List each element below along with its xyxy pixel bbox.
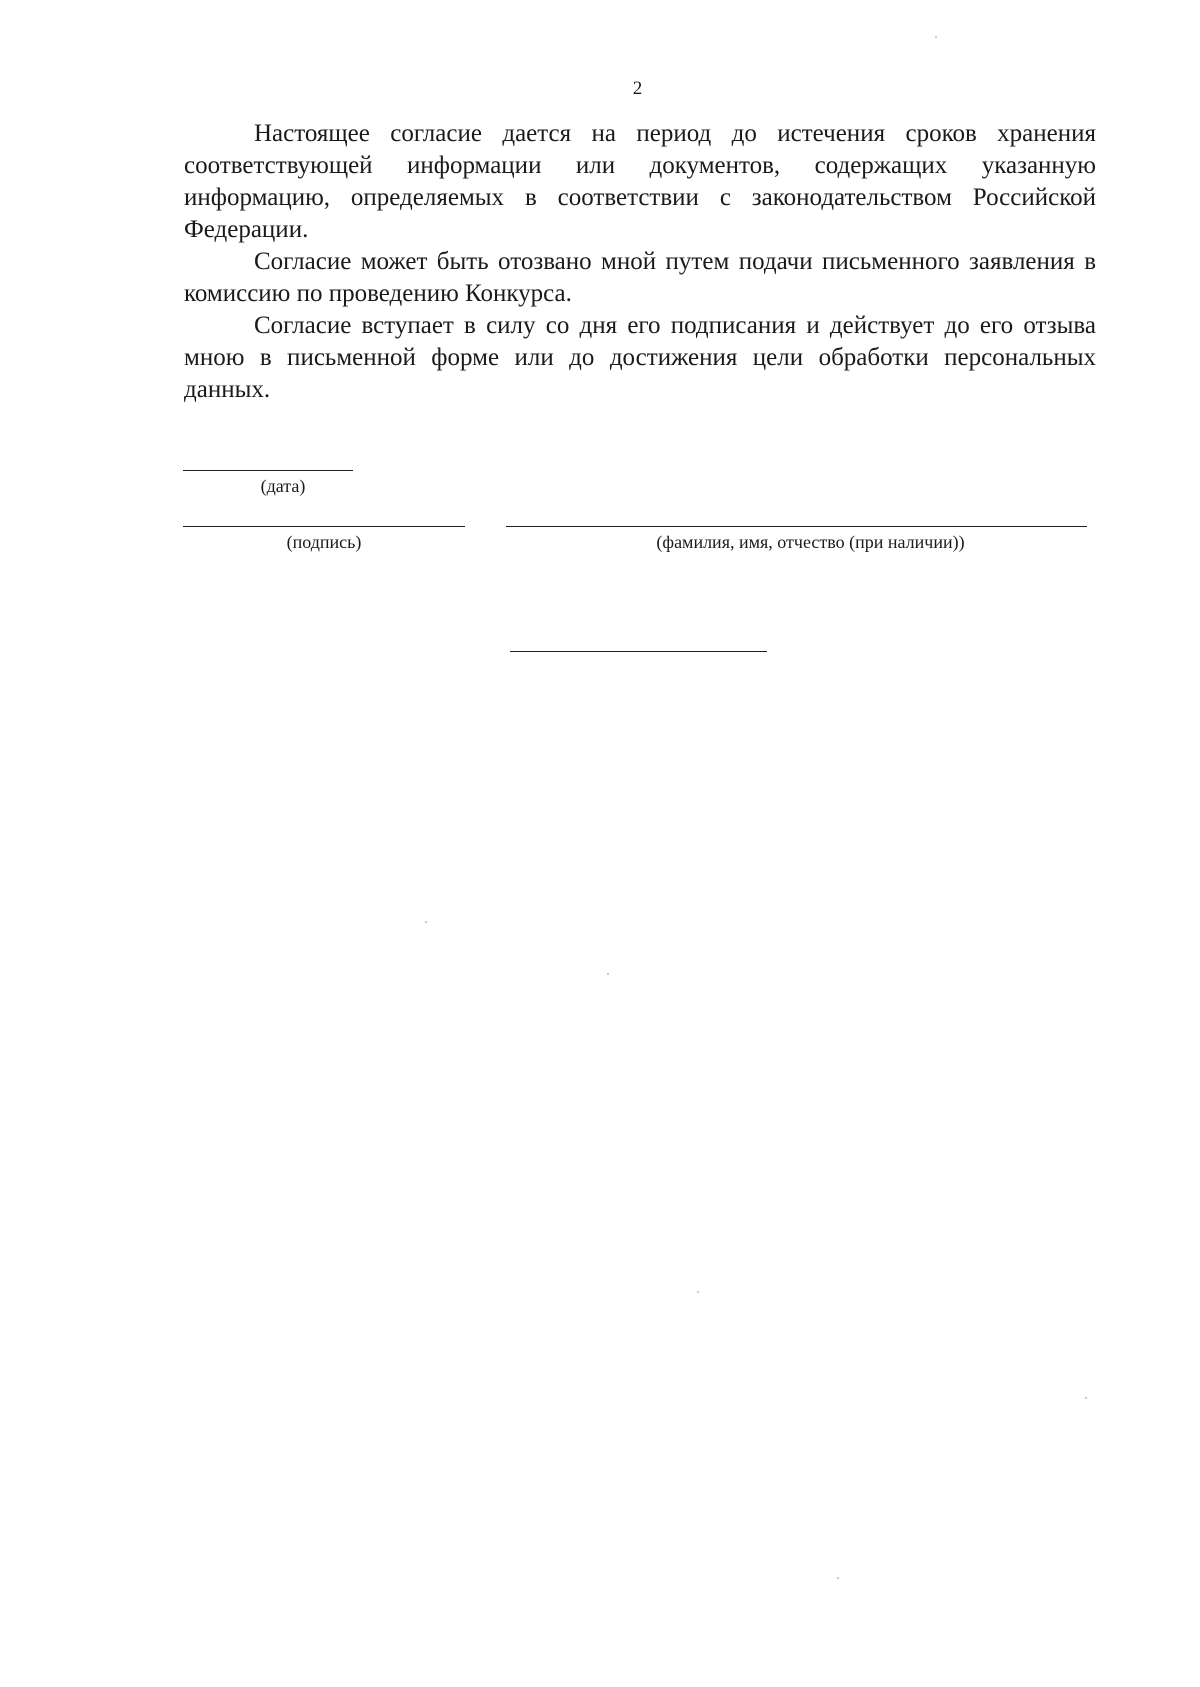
paragraph-retention-period: Настоящее согласие дается на период до истечения сроков хранения соответствующей информации или документов, содержащих указанную информацию, определяемых в соответствии с законодательством Российской Федерации. (184, 120, 1096, 243)
scan-speck (697, 1291, 699, 1293)
scan-speck (935, 36, 937, 38)
date-line (183, 470, 353, 471)
fullname-label: (фамилия, имя, отчество (при наличии)) (656, 532, 965, 552)
end-of-document-line (510, 651, 767, 652)
signature-line (183, 526, 465, 527)
scan-speck (837, 1577, 839, 1579)
scan-speck (607, 973, 609, 975)
consent-body (184, 118, 1096, 406)
paragraph-effective-date: Согласие вступает в силу со дня его подписания и действует до его отзыва мною в письменной форме или до достижения цели обработки персональных данных. (184, 312, 1096, 403)
fullname-line (506, 526, 1087, 527)
paragraph-revocation: Согласие может быть отозвано мной путем подачи письменного заявления в комиссию по проведению Конкурса. (184, 248, 1096, 307)
signature-label: (подпись) (286, 532, 362, 552)
scan-speck (425, 921, 427, 923)
date-label: (дата) (260, 476, 306, 496)
scan-speck (1085, 1397, 1087, 1399)
page-number: 2 (632, 78, 643, 99)
